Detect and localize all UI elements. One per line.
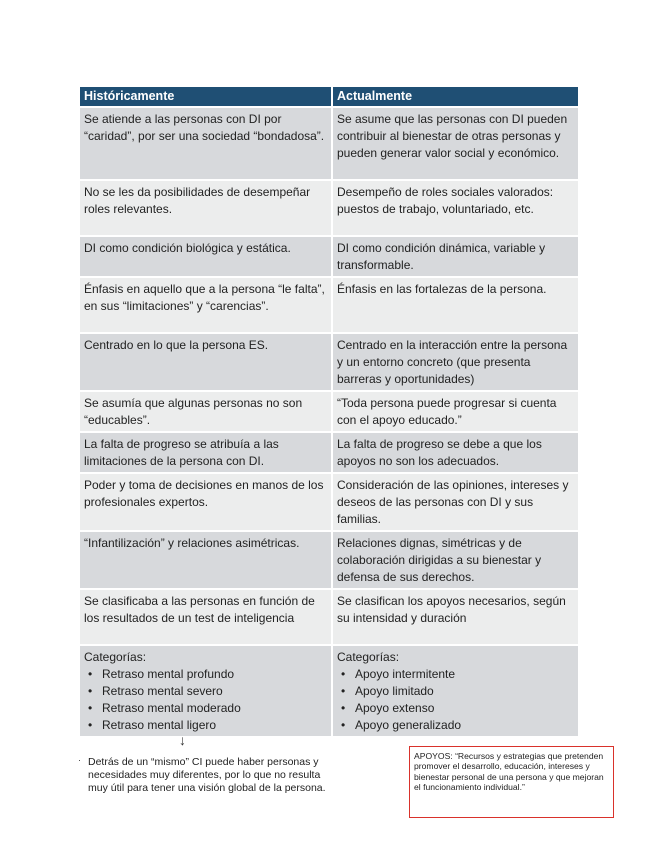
- categories-title: Categorías:: [84, 650, 147, 664]
- cell-current: La falta de progreso se debe a que los apoyos no son los adecuados.: [332, 432, 578, 473]
- cell-current: Relaciones dignas, simétricas y de colaboración dirigidas a su bienestar y defensa de sus derechos.: [332, 531, 578, 589]
- table-row: [80, 432, 578, 473]
- cell-current: Desempeño de roles sociales valorados: puestos de trabajo, voluntariado, etc.: [332, 180, 578, 236]
- table-row: [80, 589, 578, 645]
- cell-current: Se asume que las personas con DI pueden contribuir al bienestar de otras personas y pueden generar valor social y económico.: [332, 107, 578, 180]
- table-header-row: [80, 87, 578, 107]
- table-row-categories: [80, 645, 578, 736]
- cell-historic: Poder y toma de decisiones en manos de los profesionales expertos.: [80, 473, 332, 531]
- cell-historic: DI como condición biológica y estática.: [80, 236, 332, 277]
- cell-current-categories: [332, 645, 578, 736]
- cell-current: Se clasifican los apoyos necesarios, según su intensidad y duración: [332, 589, 578, 645]
- list-item: • Retraso mental ligero: [102, 717, 327, 734]
- cell-historic: No se les da posibilidades de desempeñar roles relevantes.: [80, 180, 332, 236]
- cell-historic: “Infantilización” y relaciones asimétricas.: [80, 531, 332, 589]
- list-item: • Retraso mental severo: [102, 683, 327, 700]
- cell-historic: Centrado en lo que la persona ES.: [80, 333, 332, 391]
- cell-historic: Se asumía que algunas personas no son “educables”.: [80, 391, 332, 432]
- table-row: [80, 107, 578, 180]
- cell-current: Énfasis en las fortalezas de la persona.: [332, 277, 578, 333]
- cell-historic-categories: [80, 645, 332, 736]
- cell-current: Consideración de las opiniones, intereses y deseos de las personas con DI y sus familias.: [332, 473, 578, 531]
- comparison-table: [80, 87, 578, 736]
- list-item: • Apoyo intermitente: [355, 666, 574, 683]
- cell-historic: La falta de progreso se atribuía a las limitaciones de la persona con DI.: [80, 432, 332, 473]
- apoyos-definition-box: APOYOS: “Recursos y estrategias que pretenden promover el desarrollo, educación, intereses y bienestar personal de una persona y que mejoran el funcionamiento individual.”: [409, 746, 614, 818]
- table-row: [80, 277, 578, 333]
- table-row: [80, 473, 578, 531]
- table-row: [80, 236, 578, 277]
- cell-current: DI como condición dinámica, variable y transformable.: [332, 236, 578, 277]
- header-historic: Históricamente: [80, 87, 332, 107]
- table-row: [80, 333, 578, 391]
- categories-title: Categorías:: [337, 650, 400, 664]
- cell-current: “Toda persona puede progresar si cuenta con el apoyo educado.”: [332, 391, 578, 432]
- list-item: • Apoyo limitado: [355, 683, 574, 700]
- list-item: • Apoyo generalizado: [355, 717, 574, 734]
- down-arrow-icon: ↓: [179, 732, 186, 748]
- table-row: [80, 531, 578, 589]
- list-item: • Retraso mental moderado: [102, 700, 327, 717]
- table-row: [80, 180, 578, 236]
- historic-category-list: [84, 666, 327, 734]
- list-item: • Apoyo extenso: [355, 700, 574, 717]
- cell-historic: Énfasis en aquello que a la persona “le falta”, en sus “limitaciones” y “carencias”.: [80, 277, 332, 333]
- ci-note: Detrás de un “mismo” CI puede haber personas y necesidades muy diferentes, por lo que no resulta muy útil para tener una visión global de la persona.: [88, 756, 326, 794]
- cell-historic: Se clasificaba a las personas en función de los resultados de un test de inteligencia: [80, 589, 332, 645]
- current-category-list: [337, 666, 574, 734]
- cell-current: Centrado en la interacción entre la persona y un entorno concreto (que presenta barreras y oportunidades): [332, 333, 578, 391]
- bullet-dot: ·: [78, 755, 81, 765]
- header-current: Actualmente: [332, 87, 578, 107]
- list-item: • Retraso mental profundo: [102, 666, 327, 683]
- cell-historic: Se atiende a las personas con DI por “caridad”, por ser una sociedad “bondadosa”.: [80, 107, 332, 180]
- table-row: [80, 391, 578, 432]
